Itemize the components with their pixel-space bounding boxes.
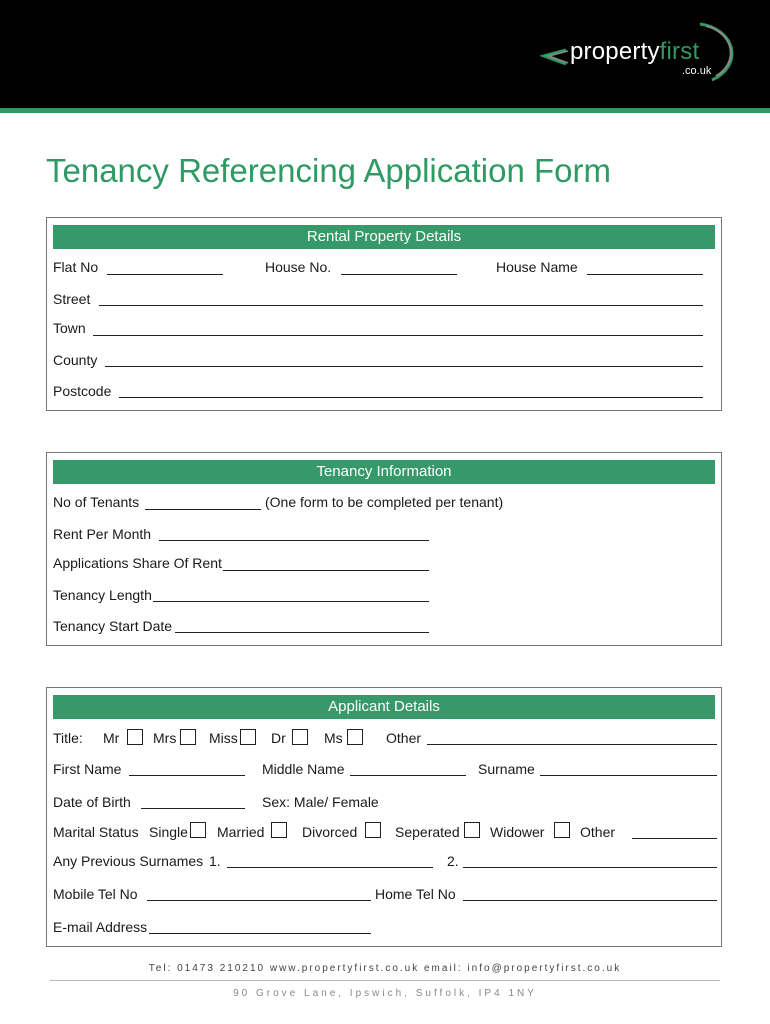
no-of-tenants-field[interactable] <box>145 509 261 510</box>
marital-married-checkbox[interactable] <box>271 822 287 838</box>
title-dr-checkbox[interactable] <box>292 729 308 745</box>
footer-address: 90 Grove Lane, Ipswich, Suffolk, IP4 1NY <box>233 988 537 999</box>
share-of-rent-label: Applications Share Of Rent <box>53 555 222 571</box>
tenancy-length-field[interactable] <box>153 601 429 602</box>
marital-divorced-checkbox[interactable] <box>365 822 381 838</box>
rent-per-month-label: Rent Per Month <box>53 526 152 542</box>
marital-widower-label: Widower <box>490 824 545 840</box>
footer-contact: Tel: 01473 210210 www.propertyfirst.co.uk email: info@propertyfirst.co.uk <box>148 963 622 974</box>
previous-surname-2-label: 2. <box>447 853 459 869</box>
marital-seperated-checkbox[interactable] <box>464 822 480 838</box>
house-no-label: House No. <box>265 259 332 275</box>
section-heading: Rental Property Details <box>53 225 715 249</box>
home-tel-field[interactable] <box>463 900 717 901</box>
flat-no-field[interactable] <box>107 274 223 275</box>
marital-other-field[interactable] <box>632 838 717 839</box>
county-label: County <box>53 352 98 368</box>
street-field[interactable] <box>99 305 703 306</box>
section-heading: Tenancy Information <box>53 460 715 484</box>
start-date-label: Tenancy Start Date <box>53 618 173 634</box>
title-mrs-label: Mrs <box>153 730 177 746</box>
home-tel-label: Home Tel No <box>375 886 456 902</box>
title-mr-label: Mr <box>103 730 120 746</box>
rental-property-section <box>46 217 722 411</box>
surname-label: Surname <box>478 761 535 777</box>
title-mrs-checkbox[interactable] <box>180 729 196 745</box>
title-ms-checkbox[interactable] <box>347 729 363 745</box>
flat-no-label: Flat No <box>53 259 99 275</box>
marital-seperated-label: Seperated <box>395 824 460 840</box>
town-field[interactable] <box>93 335 703 336</box>
title-mr-checkbox[interactable] <box>127 729 143 745</box>
title-other-field[interactable] <box>427 744 717 745</box>
title-miss-label: Miss <box>209 730 238 746</box>
marital-divorced-label: Divorced <box>302 824 358 840</box>
title-other-label: Other <box>386 730 422 746</box>
previous-surnames-label: Any Previous Surnames <box>53 853 204 869</box>
email-field[interactable] <box>149 933 371 934</box>
dob-field[interactable] <box>141 808 245 809</box>
logo-wordmark: propertyfirst <box>570 38 700 65</box>
no-of-tenants-label: No of Tenants <box>53 494 140 510</box>
marital-single-label: Single <box>149 824 188 840</box>
house-no-field[interactable] <box>341 274 457 275</box>
postcode-label: Postcode <box>53 383 112 399</box>
previous-surname-1-label: 1. <box>209 853 221 869</box>
page-title: Tenancy Referencing Application Form <box>46 152 611 189</box>
share-of-rent-field[interactable] <box>223 570 429 571</box>
marital-married-label: Married <box>217 824 265 840</box>
logo-domain: .co.uk <box>682 65 712 77</box>
middle-name-label: Middle Name <box>262 761 345 777</box>
header-bar <box>0 0 770 108</box>
house-name-label: House Name <box>496 259 578 275</box>
marital-single-checkbox[interactable] <box>190 822 206 838</box>
tenancy-length-label: Tenancy Length <box>53 587 152 603</box>
email-label: E-mail Address <box>53 919 148 935</box>
previous-surname-1-field[interactable] <box>227 867 433 868</box>
middle-name-field[interactable] <box>350 775 466 776</box>
marital-other-label: Other <box>580 824 616 840</box>
mobile-tel-label: Mobile Tel No <box>53 886 138 902</box>
county-field[interactable] <box>105 366 703 367</box>
footer-divider <box>50 980 720 981</box>
tenants-note: (One form to be completed per tenant) <box>265 494 504 510</box>
propertyfirst-logo[interactable] <box>540 20 746 84</box>
tenancy-information-section <box>46 452 722 646</box>
first-name-field[interactable] <box>129 775 245 776</box>
dob-label: Date of Birth <box>53 794 131 810</box>
postcode-field[interactable] <box>119 397 703 398</box>
marital-status-label: Marital Status <box>53 824 139 840</box>
header-stripe <box>0 108 770 113</box>
town-label: Town <box>53 320 86 336</box>
marital-widower-checkbox[interactable] <box>554 822 570 838</box>
previous-surname-2-field[interactable] <box>463 867 717 868</box>
mobile-tel-field[interactable] <box>147 900 371 901</box>
street-label: Street <box>53 291 91 307</box>
title-miss-checkbox[interactable] <box>240 729 256 745</box>
first-name-label: First Name <box>53 761 122 777</box>
title-ms-label: Ms <box>324 730 343 746</box>
title-label: Title: <box>53 730 83 746</box>
surname-field[interactable] <box>540 775 717 776</box>
sex-label: Sex: Male/ Female <box>262 794 379 810</box>
house-name-field[interactable] <box>587 274 703 275</box>
applicant-details-section <box>46 687 722 947</box>
section-heading: Applicant Details <box>53 695 715 719</box>
rent-per-month-field[interactable] <box>159 540 429 541</box>
start-date-field[interactable] <box>175 632 429 633</box>
title-dr-label: Dr <box>271 730 286 746</box>
